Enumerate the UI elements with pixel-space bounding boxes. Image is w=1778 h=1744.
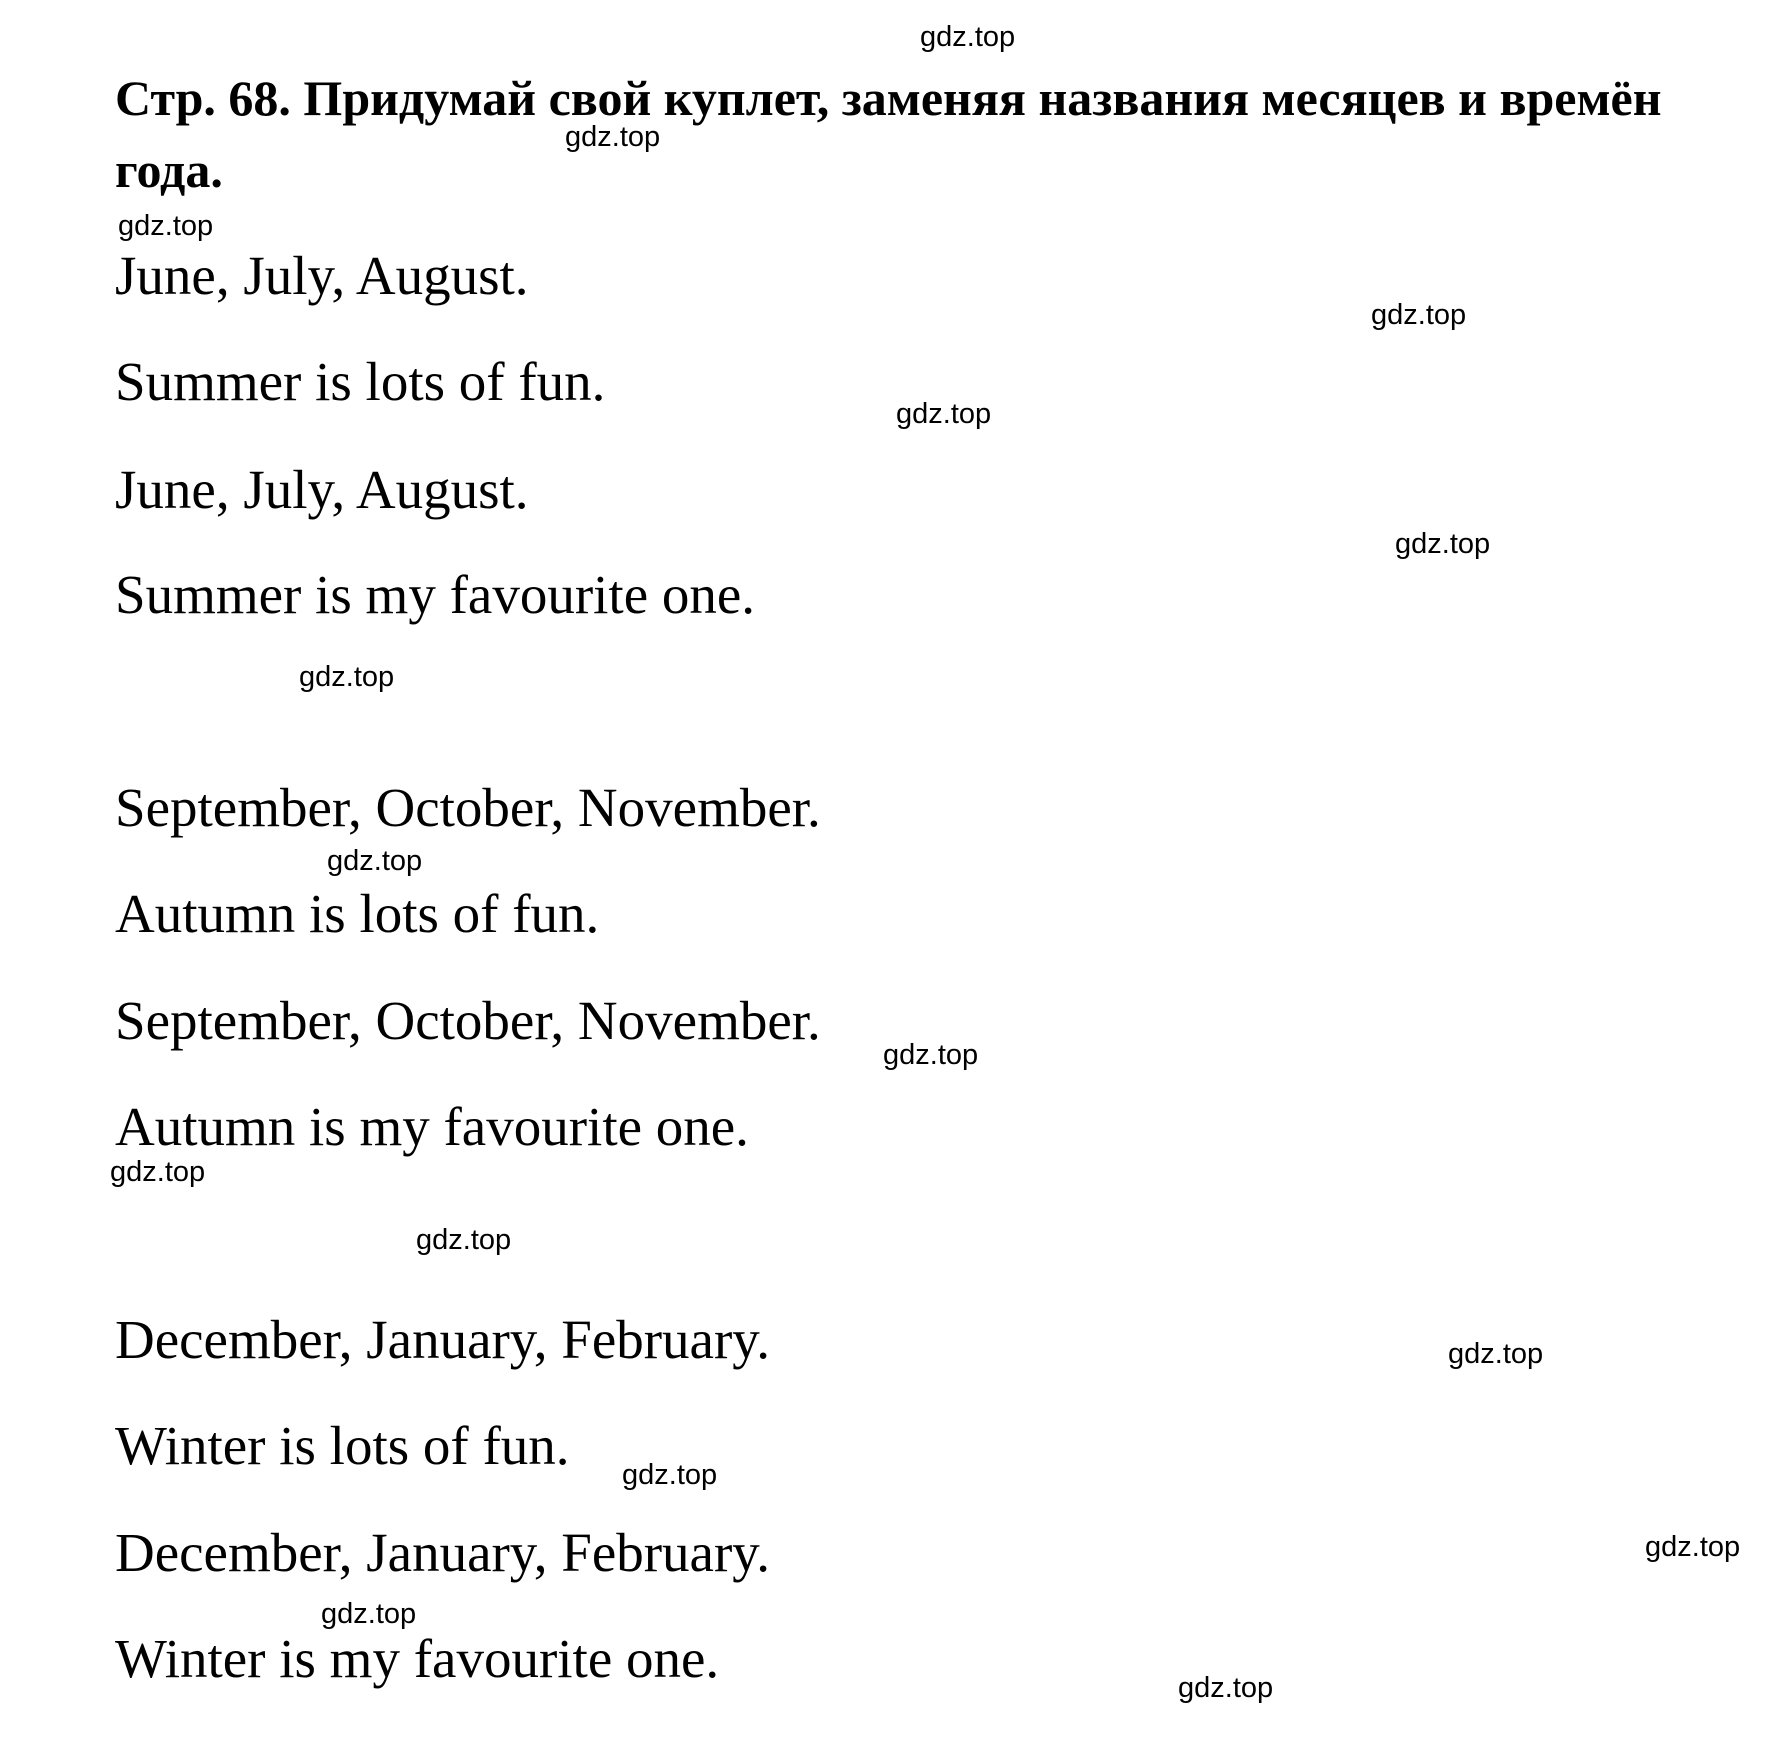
stanza-2-line-3: September, October, November. xyxy=(115,990,821,1051)
watermark: gdz.top xyxy=(321,1598,417,1630)
stanza-2-line-4: Autumn is my favourite one. xyxy=(115,1096,749,1157)
stanza-3-line-4: Winter is my favourite one. xyxy=(115,1628,720,1689)
stanza-2-line-1: September, October, November. xyxy=(115,777,821,838)
stanza-1-line-4: Summer is my favourite one. xyxy=(115,564,756,625)
stanza-3-line-3: December, January, February. xyxy=(115,1522,770,1583)
watermark: gdz.top xyxy=(1645,1531,1741,1563)
watermark: gdz.top xyxy=(565,121,661,153)
watermark: gdz.top xyxy=(416,1224,512,1256)
watermark: gdz.top xyxy=(110,1156,206,1188)
stanza-2-line-2: Autumn is lots of fun. xyxy=(115,883,600,944)
watermark: gdz.top xyxy=(118,210,214,242)
watermark: gdz.top xyxy=(1395,528,1491,560)
stanza-3-line-1: December, January, February. xyxy=(115,1309,770,1370)
stanza-1-line-2: Summer is lots of fun. xyxy=(115,351,606,412)
watermark: gdz.top xyxy=(896,398,992,430)
stanza-1-line-1: June, July, August. xyxy=(115,245,529,306)
watermark: gdz.top xyxy=(1448,1338,1544,1370)
page-title: Стр. 68. Придумай свой куплет, заменяя названия месяцев и времён года. xyxy=(115,70,1662,198)
watermark: gdz.top xyxy=(1178,1672,1274,1704)
watermark: gdz.top xyxy=(299,661,395,693)
stanza-1-line-3: June, July, August. xyxy=(115,459,529,520)
watermark: gdz.top xyxy=(1371,299,1467,331)
watermark: gdz.top xyxy=(327,845,423,877)
watermark: gdz.top xyxy=(622,1459,718,1491)
watermark: gdz.top xyxy=(920,21,1016,53)
watermark: gdz.top xyxy=(883,1039,979,1071)
stanza-3-line-2: Winter is lots of fun. xyxy=(115,1415,570,1476)
